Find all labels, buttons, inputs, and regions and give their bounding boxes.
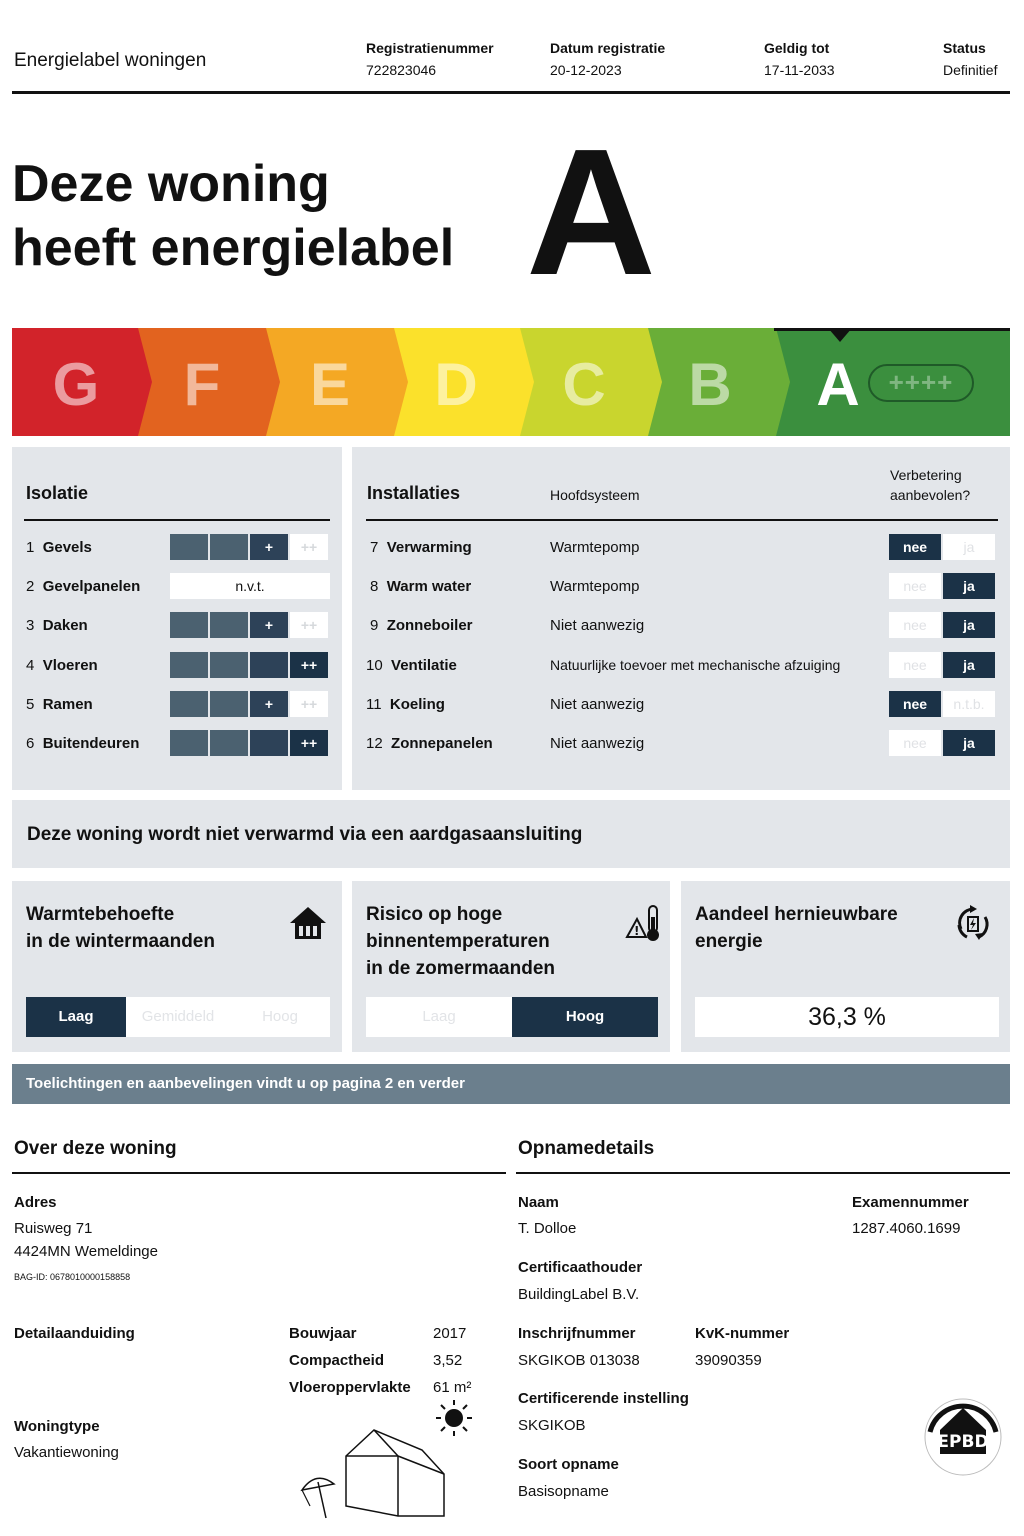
isolatie-level-gevels: + ++ [170,534,328,560]
naam-value: T. Dolloe [518,1220,577,1237]
scale-plus-indicator: ++++ [868,364,974,402]
isolatie-row-gevels: 1 Gevels [26,539,92,556]
installatie-advice-zonneboiler: nee ja [889,612,995,638]
installatie-row-koeling: 11 Koeling [366,696,445,713]
installatie-advice-warm-water: nee ja [889,573,995,599]
isolatie-row-buitendeuren: 6 Buitendeuren [26,735,140,752]
certificerende-instelling-value: SKGIKOB [518,1417,586,1434]
installatie-system-zonneboiler: Niet aanwezig [550,617,645,634]
isolatie-level-ramen: + ++ [170,691,328,717]
isolatie-level-gevelpanelen: n.v.t. [170,573,330,599]
adres-straat: Ruisweg 71 [14,1220,93,1237]
hernieuwbare-energie-card [681,881,1010,1052]
isolatie-row-ramen: 5 Ramen [26,696,93,713]
detailaanduiding-label: Detailaanduiding [14,1325,135,1342]
soort-opname-label: Soort opname [518,1456,619,1473]
isolatie-title: Isolatie [26,483,89,503]
vloeroppervlakte-label: Vloeroppervlakte [289,1379,411,1396]
scale-label-c: C [562,351,606,418]
datum-registratie-field: Datum registratie 20-12-2023 [550,40,666,78]
bag-id: BAG-ID: 0678010000158858 [14,1272,131,1282]
verbetering-header: Verbetering aanbevolen? [890,467,971,503]
geldig-tot-field: Geldig tot 17-11-2033 [764,40,835,78]
installatie-system-koeling: Niet aanwezig [550,696,645,713]
naam-label: Naam [518,1194,559,1211]
installatie-row-verwarming: 7 Verwarming [370,539,472,556]
examennummer-label: Examennummer [852,1194,969,1211]
bouwjaar-label: Bouwjaar [289,1325,357,1342]
installatie-row-zonnepanelen: 12 Zonnepanelen [366,735,493,752]
installatie-advice-verwarming: nee ja [889,534,995,560]
aardgas-notice: Deze woning wordt niet verwarmd via een aardgasaansluiting [12,800,1010,868]
isolatie-row-gevelpanelen: 2 Gevelpanelen [26,578,141,595]
warmtebehoefte-title: Warmtebehoefte in de wintermaanden [26,904,215,952]
document-header [12,38,1010,94]
svg-text:!: ! [634,924,640,938]
examennummer-value: 1287.4060.1699 [852,1220,961,1237]
isolatie-row-daken: 3 Daken [26,617,88,634]
opnamedetails-title: Opnamedetails [518,1138,655,1159]
headline: Deze woning heeft energielabel [12,155,455,277]
isolatie-level-vloeren: ++ [170,652,328,678]
installatie-row-ventilatie: 10 Ventilatie [366,657,457,674]
scale-label-g: G [52,351,100,418]
risico-card [352,881,670,1052]
compactheid-value: 3,52 [433,1352,463,1369]
isolatie-row-vloeren: 4 Vloeren [26,657,98,674]
energy-label-letter: A [526,112,656,313]
scale-label-a: A [816,351,860,418]
isolatie-panel [12,447,342,790]
warmtebehoefte-card [12,881,342,1052]
vloeroppervlakte-value: 61 m² [433,1379,472,1396]
installatie-system-ventilatie: Natuurlijke toevoer met mechanische afzuiging [550,657,841,673]
registratienummer-field: Registratienummer 722823046 [366,40,494,78]
house-sketch-illustration [296,1398,486,1524]
kvk-nummer-label: KvK-nummer [695,1325,790,1342]
renewable-energy-icon [953,903,993,943]
compactheid-label: Compactheid [289,1352,385,1369]
bouwjaar-value: 2017 [433,1325,467,1342]
hernieuwbare-energie-value: 36,3 % [695,997,999,1037]
status-field: Status Definitief [943,40,998,78]
scale-label-e: E [309,351,351,418]
installatie-row-warm-water: 8 Warm water [370,578,472,595]
risico-title: Risico op hoge binnentemperaturen in de zomermaanden [366,904,555,979]
woningtype-label: Woningtype [14,1418,100,1435]
installatie-advice-ventilatie: nee ja [889,652,995,678]
isolatie-level-daken: + ++ [170,612,328,638]
scale-label-b: B [688,351,732,418]
installatie-advice-zonnepanelen: nee ja [889,730,995,756]
document-title: Energielabel woningen [14,50,207,71]
adres-postcode: 4424MN Wemeldinge [14,1243,158,1260]
inschrijfnummer-value: SKGIKOB 013038 [518,1352,640,1369]
installatie-system-zonnepanelen: Niet aanwezig [550,735,645,752]
hoofdsysteem-header: Hoofdsysteem [550,487,640,503]
certificaathouder-value: BuildingLabel B.V. [518,1286,640,1303]
risico-scale: Laag Hoog [366,997,658,1037]
thermometer-icon [624,903,664,943]
warmtebehoefte-scale: Laag Gemiddeld Hoog [26,997,330,1037]
woningtype-value: Vakantiewoning [14,1444,119,1461]
installatie-system-warm-water: Warmtepomp [550,578,640,595]
epbd-logo-text: EPBD [937,1432,989,1452]
kvk-nummer-value: 39090359 [695,1352,762,1369]
installaties-panel [352,447,1010,790]
installatie-advice-koeling: nee n.t.b. [889,691,995,717]
inschrijfnummer-label: Inschrijfnummer [518,1325,636,1342]
hernieuwbare-energie-title: Aandeel hernieuwbare energie [695,904,898,952]
epbd-logo [918,1392,1008,1482]
installatie-system-verwarming: Warmtepomp [550,539,640,556]
certificaathouder-label: Certificaathouder [518,1259,643,1276]
over-deze-woning-title: Over deze woning [14,1138,177,1159]
isolatie-level-buitendeuren: ++ [170,730,328,756]
scale-label-d: D [434,351,478,418]
adres-label: Adres [14,1194,57,1211]
toelichting-band: Toelichtingen en aanbevelingen vindt u op pagina 2 en verder [12,1064,1010,1104]
certificerende-instelling-label: Certificerende instelling [518,1390,689,1407]
installaties-title: Installaties [367,483,461,503]
house-icon [288,903,328,943]
energy-scale [12,328,1010,436]
installatie-row-zonneboiler: 9 Zonneboiler [370,617,473,634]
scale-label-f: F [183,351,221,418]
soort-opname-value: Basisopname [518,1483,609,1500]
